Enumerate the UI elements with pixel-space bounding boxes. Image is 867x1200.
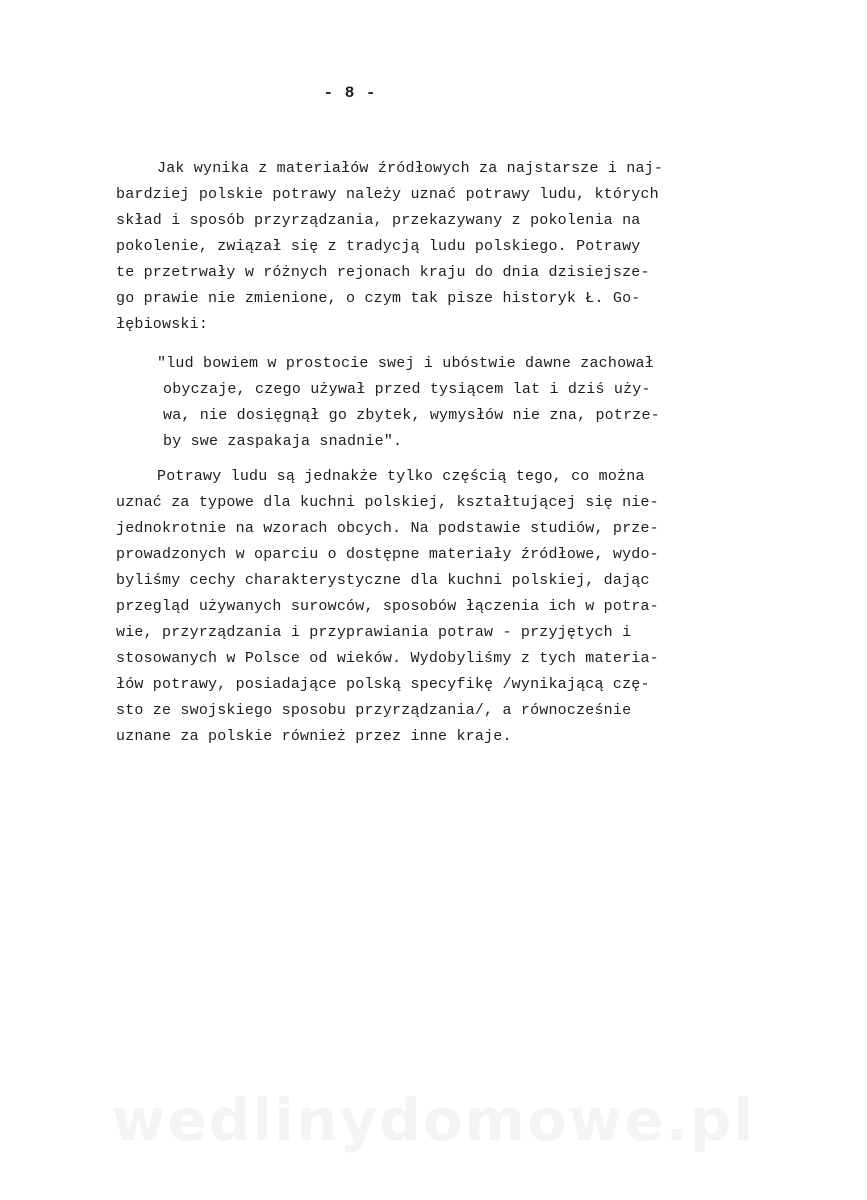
paragraph-2-line: byliśmy cechy charakterystyczne dla kuchni polskiej, dając bbox=[116, 572, 650, 589]
paragraph-2-line: prowadzonych w oparciu o dostępne materiały źródłowe, wydo- bbox=[116, 546, 659, 563]
quote-line: obyczaje, czego używał przed tysiącem lat i dziś uży- bbox=[163, 381, 651, 398]
paragraph-2-line: uznać za typowe dla kuchni polskiej, kształtującej się nie- bbox=[116, 494, 659, 511]
paragraph-1-line: te przetrwały w różnych rejonach kraju do dnia dzisiejsze- bbox=[116, 264, 650, 281]
page-number: - 8 - bbox=[323, 84, 377, 102]
quote-line: "lud bowiem w prostocie swej i ubóstwie dawne zachował bbox=[157, 355, 654, 372]
paragraph-2-line: wie, przyrządzania i przyprawiania potraw - przyjętych i bbox=[116, 624, 632, 641]
paragraph-2-line: jednokrotnie na wzorach obcych. Na podstawie studiów, prze- bbox=[116, 520, 659, 537]
paragraph-2-line: stosowanych w Polsce od wieków. Wydobyliśmy z tych materia- bbox=[116, 650, 659, 667]
paragraph-1-line: pokolenie, związał się z tradycją ludu polskiego. Potrawy bbox=[116, 238, 641, 255]
paragraph-2-line: przegląd używanych surowców, sposobów łączenia ich w potra- bbox=[116, 598, 659, 615]
paragraph-1-line: bardziej polskie potrawy należy uznać potrawy ludu, których bbox=[116, 186, 659, 203]
watermark: wedlinydomowe.pl bbox=[111, 1086, 756, 1154]
paragraph-1-line: łębiowski: bbox=[116, 316, 209, 333]
paragraph-1-line: go prawie nie zmienione, o czym tak pisze historyk Ł. Go- bbox=[116, 290, 641, 307]
paragraph-2-line: sto ze swojskiego sposobu przyrządzania/, a równocześnie bbox=[116, 702, 632, 719]
quote-line: by swe zaspakaja snadnie". bbox=[163, 433, 403, 450]
paragraph-2-line: łów potrawy, posiadające polską specyfikę /wynikającą czę- bbox=[116, 676, 650, 693]
quote-line: wa, nie dosięgnął go zbytek, wymysłów nie zna, potrze- bbox=[163, 407, 660, 424]
paragraph-1-line: Jak wynika z materiałów źródłowych za najstarsze i naj- bbox=[157, 160, 664, 177]
paragraph-2-line: Potrawy ludu są jednakże tylko częścią tego, co można bbox=[157, 468, 645, 485]
paragraph-1-line: skład i sposób przyrządzania, przekazywany z pokolenia na bbox=[116, 212, 641, 229]
paragraph-2-line: uznane za polskie również przez inne kraje. bbox=[116, 728, 512, 745]
